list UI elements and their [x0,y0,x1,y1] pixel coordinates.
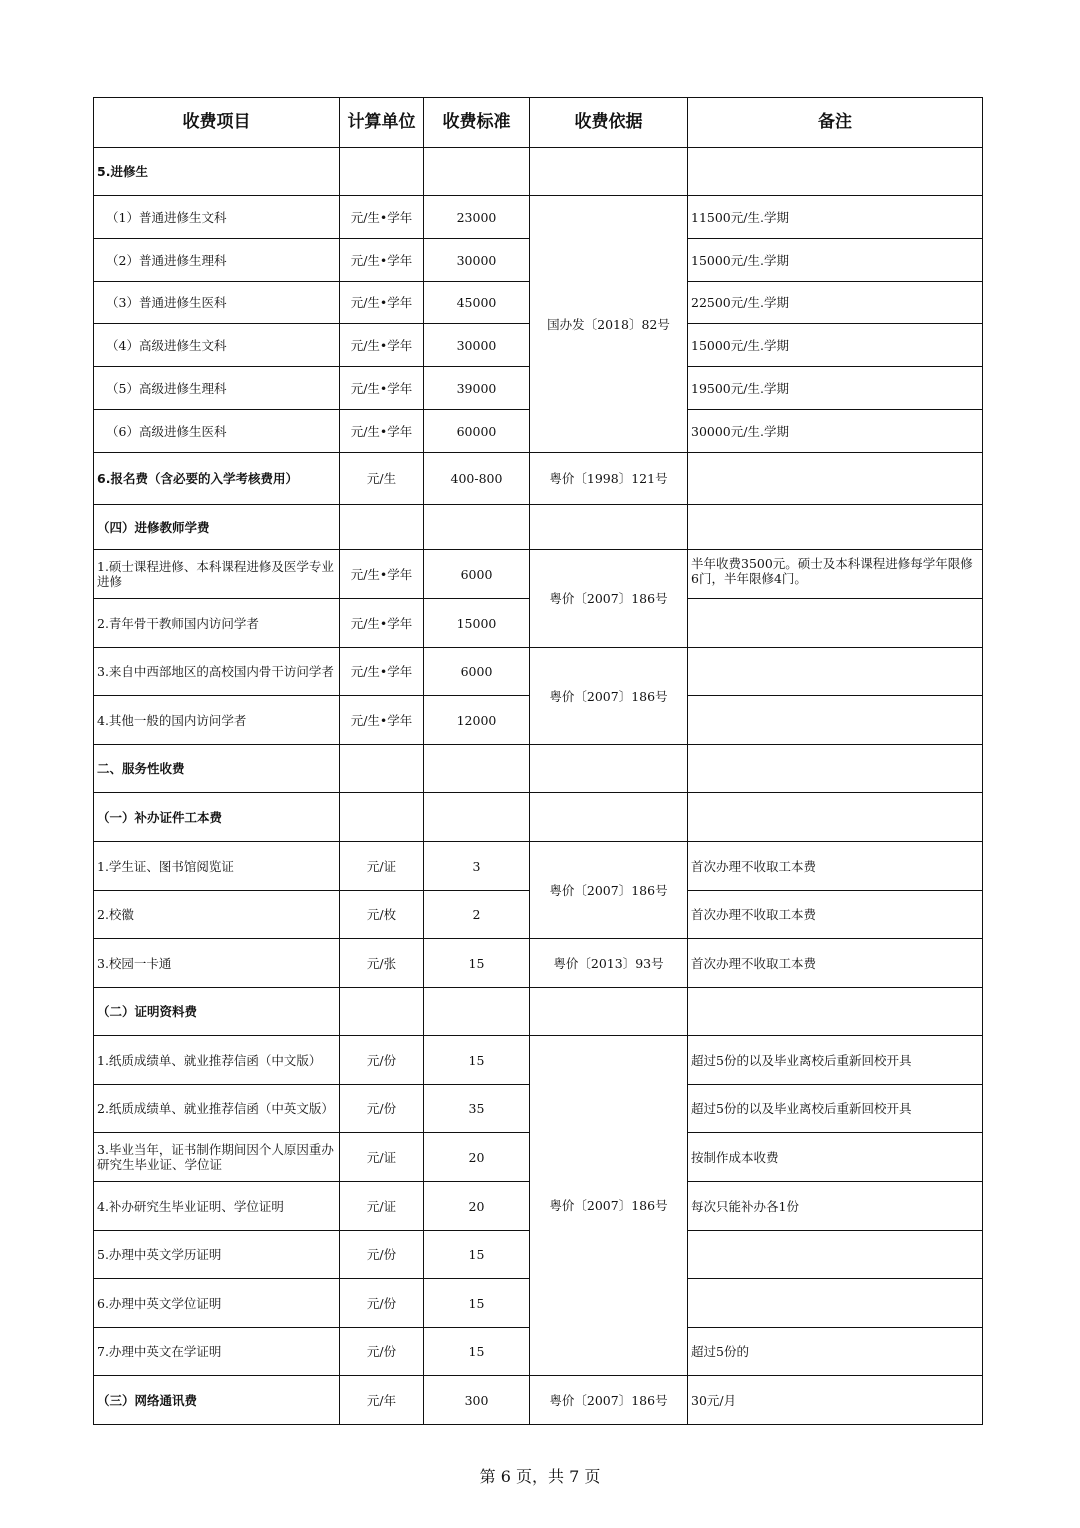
cell-note [688,1231,983,1279]
table-row [94,988,983,1036]
cell-note [688,793,983,842]
cell-item: （6）高级进修生医科 [94,410,340,453]
table-row [94,793,983,842]
cell-standard: 15 [424,1279,530,1328]
cell-basis [530,988,688,1036]
cell-item: 7.办理中英文在学证明 [94,1328,340,1376]
cell-note: 15000元/生.学期 [688,324,983,367]
header-row [94,98,983,148]
cell-item: 4.补办研究生毕业证明、学位证明 [94,1182,340,1231]
cell-note: 首次办理不收取工本费 [688,842,983,891]
table-row [94,550,983,599]
cell-standard: 300 [424,1376,530,1425]
fee-table [93,97,983,1425]
cell-unit: 元/枚 [340,891,424,939]
cell-item: 2.青年骨干教师国内访问学者 [94,599,340,648]
cell-note [688,148,983,196]
cell-standard: 15 [424,1328,530,1376]
cell-note [688,696,983,745]
cell-note [688,599,983,648]
cell-standard: 6000 [424,648,530,696]
cell-note [688,648,983,696]
cell-note: 超过5份的以及毕业离校后重新回校开具 [688,1036,983,1085]
cell-standard: 15 [424,939,530,988]
cell-basis: 粤价〔2013〕93号 [530,939,688,988]
cell-basis [530,148,688,196]
cell-basis-merged: 粤价〔2007〕186号 [530,1036,688,1376]
cell-note: 15000元/生.学期 [688,239,983,282]
cell-standard: 23000 [424,196,530,239]
cell-unit [340,745,424,793]
cell-item: 2.纸质成绩单、就业推荐信函（中英文版） [94,1085,340,1133]
cell-item: 3.校园一卡通 [94,939,340,988]
cell-item: 6.报名费（含必要的入学考核费用） [94,453,340,505]
cell-unit: 元/张 [340,939,424,988]
cell-note [688,988,983,1036]
cell-note: 首次办理不收取工本费 [688,891,983,939]
cell-item: 2.校徽 [94,891,340,939]
cell-item: 3.毕业当年，证书制作期间因个人原因重办研究生毕业证、学位证 [94,1133,340,1182]
col-header-standard: 收费标准 [424,98,530,148]
cell-basis: 粤价〔2007〕186号 [530,1376,688,1425]
cell-note: 超过5份的 [688,1328,983,1376]
cell-item: （二）证明资料费 [94,988,340,1036]
cell-basis-merged: 国办发〔2018〕82号 [530,196,688,453]
cell-basis [530,793,688,842]
cell-basis [530,745,688,793]
cell-unit [340,793,424,842]
cell-note: 30元/月 [688,1376,983,1425]
table-row [94,745,983,793]
cell-item: （5）高级进修生理科 [94,367,340,410]
page-number: 第 6 页，共 7 页 [479,1467,601,1486]
cell-standard: 20 [424,1133,530,1182]
cell-item: 6.办理中英文学位证明 [94,1279,340,1328]
cell-standard: 15 [424,1231,530,1279]
cell-note [688,453,983,505]
table-row [94,648,983,696]
cell-unit: 元/证 [340,1182,424,1231]
cell-standard: 12000 [424,696,530,745]
cell-unit: 元/生•学年 [340,239,424,282]
cell-basis-merged: 粤价〔2007〕186号 [530,842,688,939]
cell-unit: 元/年 [340,1376,424,1425]
cell-note [688,505,983,550]
cell-item: 3.来自中西部地区的高校国内骨干访问学者 [94,648,340,696]
cell-standard: 400-800 [424,453,530,505]
col-header-note: 备注 [688,98,983,148]
cell-item: （三）网络通讯费 [94,1376,340,1425]
cell-note [688,745,983,793]
cell-item: 1.学生证、图书馆阅览证 [94,842,340,891]
table-row [94,196,983,239]
cell-standard [424,988,530,1036]
cell-unit: 元/生•学年 [340,324,424,367]
cell-standard [424,148,530,196]
cell-item: 二、服务性收费 [94,745,340,793]
table-row [94,453,983,505]
table-row [94,842,983,891]
cell-basis [530,505,688,550]
cell-unit: 元/生•学年 [340,410,424,453]
cell-standard: 39000 [424,367,530,410]
cell-standard: 3 [424,842,530,891]
cell-item: （2）普通进修生理科 [94,239,340,282]
cell-note: 11500元/生.学期 [688,196,983,239]
cell-basis-merged: 粤价〔2007〕186号 [530,648,688,745]
cell-note: 19500元/生.学期 [688,367,983,410]
cell-standard: 60000 [424,410,530,453]
cell-note: 按制作成本收费 [688,1133,983,1182]
cell-standard: 45000 [424,282,530,324]
cell-item: （一）补办证件工本费 [94,793,340,842]
cell-unit [340,988,424,1036]
cell-unit: 元/生•学年 [340,367,424,410]
cell-unit: 元/份 [340,1085,424,1133]
cell-unit: 元/生•学年 [340,599,424,648]
col-header-item: 收费项目 [94,98,340,148]
cell-unit: 元/生 [340,453,424,505]
cell-standard [424,793,530,842]
cell-unit: 元/证 [340,1133,424,1182]
cell-item: 1.硕士课程进修、本科课程进修及医学专业进修 [94,550,340,599]
cell-standard [424,505,530,550]
cell-item: （4）高级进修生文科 [94,324,340,367]
table-row [94,1036,983,1085]
cell-item: 5.进修生 [94,148,340,196]
col-header-unit: 计算单位 [340,98,424,148]
cell-standard: 15 [424,1036,530,1085]
cell-unit: 元/生•学年 [340,282,424,324]
col-header-basis: 收费依据 [530,98,688,148]
cell-basis: 粤价〔1998〕121号 [530,453,688,505]
cell-note: 半年收费3500元。硕士及本科课程进修每学年限修6门，半年限修4门。 [688,550,983,599]
cell-standard: 15000 [424,599,530,648]
cell-item: 4.其他一般的国内访问学者 [94,696,340,745]
cell-note: 30000元/生.学期 [688,410,983,453]
table-row [94,1376,983,1425]
cell-standard: 30000 [424,324,530,367]
cell-unit [340,148,424,196]
cell-unit: 元/生•学年 [340,550,424,599]
cell-note: 超过5份的以及毕业离校后重新回校开具 [688,1085,983,1133]
cell-standard: 20 [424,1182,530,1231]
cell-basis-merged: 粤价〔2007〕186号 [530,550,688,648]
table-row [94,939,983,988]
cell-item: 5.办理中英文学历证明 [94,1231,340,1279]
cell-unit: 元/生•学年 [340,696,424,745]
table-row [94,148,983,196]
cell-standard: 2 [424,891,530,939]
cell-unit: 元/生•学年 [340,648,424,696]
cell-standard: 30000 [424,239,530,282]
cell-standard: 35 [424,1085,530,1133]
cell-note: 每次只能补办各1份 [688,1182,983,1231]
cell-standard: 6000 [424,550,530,599]
table-row [94,505,983,550]
cell-note: 首次办理不收取工本费 [688,939,983,988]
cell-unit: 元/生•学年 [340,196,424,239]
cell-unit: 元/证 [340,842,424,891]
cell-item: 1.纸质成绩单、就业推荐信函（中文版） [94,1036,340,1085]
cell-item: （四）进修教师学费 [94,505,340,550]
cell-item: （3）普通进修生医科 [94,282,340,324]
cell-standard [424,745,530,793]
cell-unit: 元/份 [340,1231,424,1279]
cell-unit: 元/份 [340,1328,424,1376]
cell-note: 22500元/生.学期 [688,282,983,324]
cell-note [688,1279,983,1328]
cell-unit [340,505,424,550]
cell-unit: 元/份 [340,1036,424,1085]
cell-item: （1）普通进修生文科 [94,196,340,239]
cell-unit: 元/份 [340,1279,424,1328]
